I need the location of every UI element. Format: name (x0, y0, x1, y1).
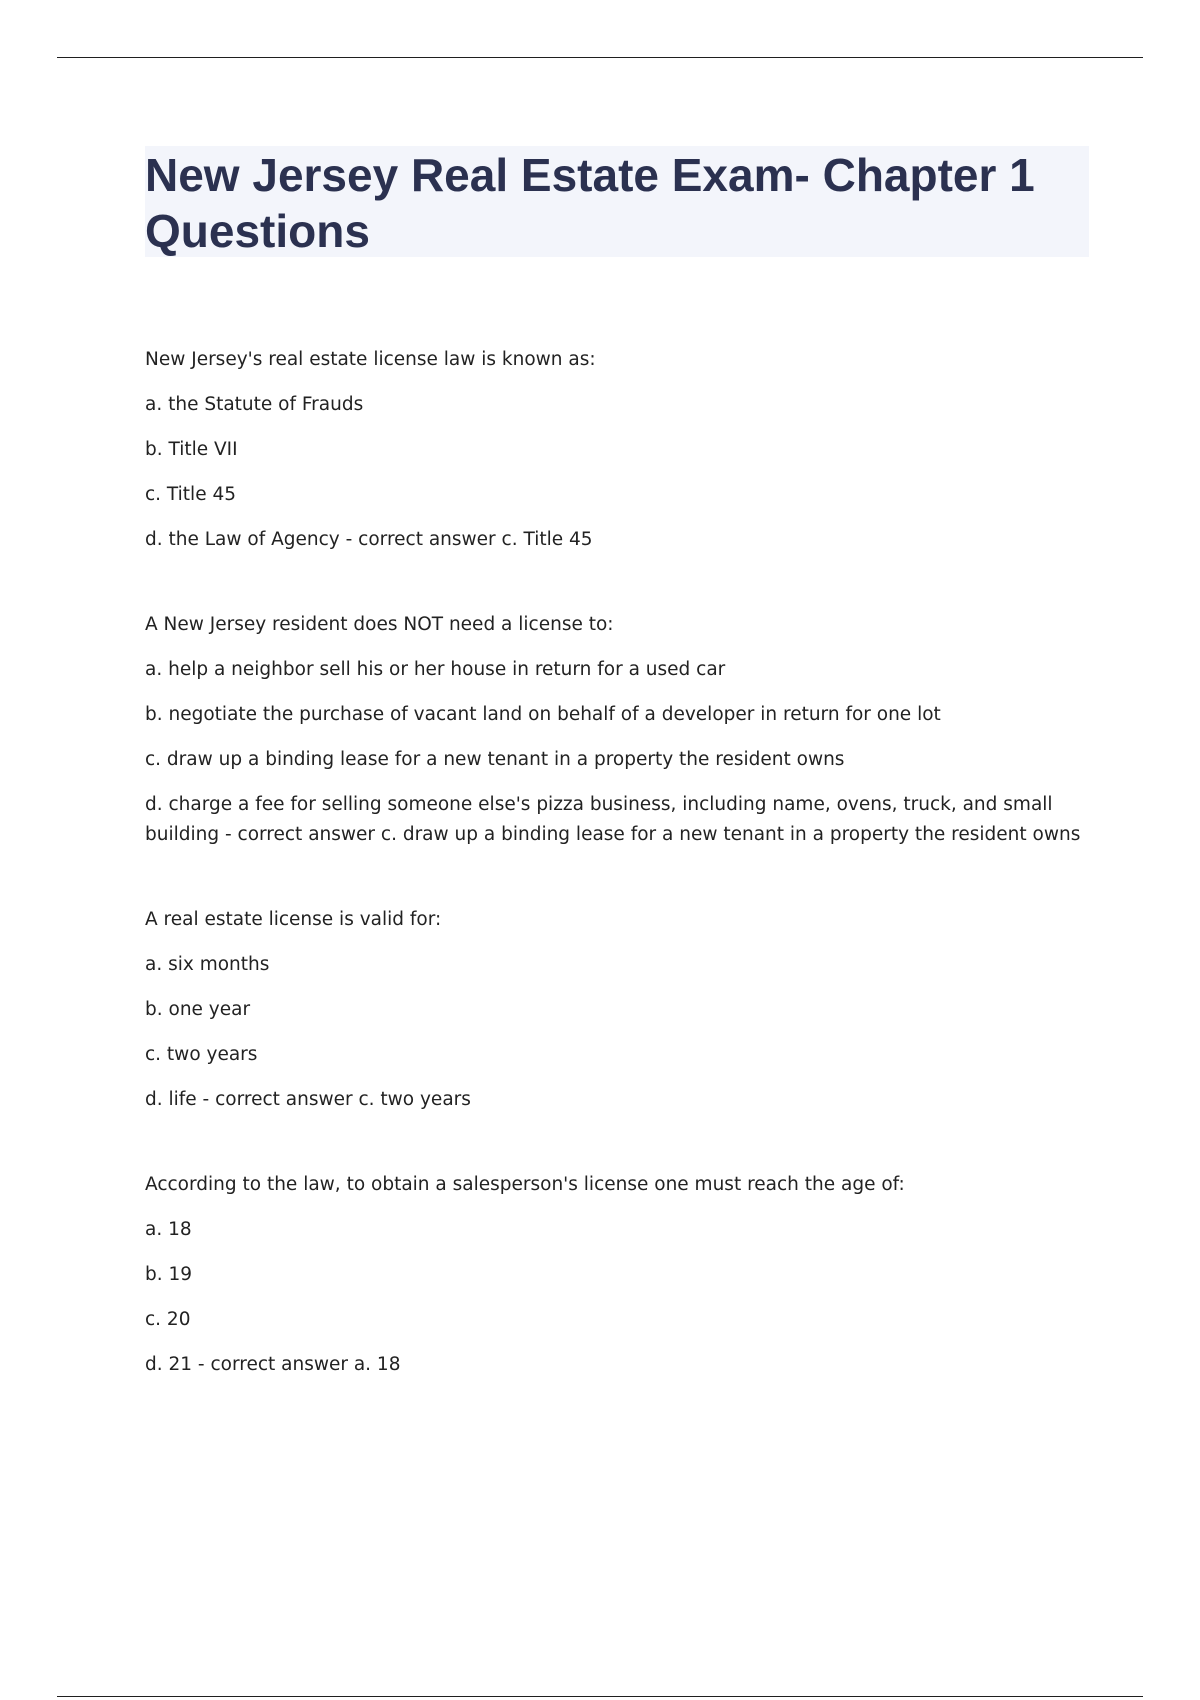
answer-option: c. 20 (145, 1309, 191, 1330)
answer-option: a. 18 (145, 1219, 192, 1240)
question-block-3 (145, 905, 1095, 1115)
question-text: New Jersey's real estate license law is known as: (145, 349, 596, 370)
question-text: A New Jersey resident does NOT need a license to: (145, 614, 614, 635)
question-block-2 (145, 610, 1095, 850)
header-rule (57, 57, 1143, 58)
document-title: New Jersey Real Estate Exam- Chapter 1 Questions (145, 149, 1035, 257)
footer-rule (57, 1696, 1143, 1697)
answer-option: b. one year (145, 999, 251, 1020)
answer-option: c. two years (145, 1044, 258, 1065)
answer-option-with-correct-answer: d. the Law of Agency - correct answer c. Title 45 (145, 529, 593, 550)
answer-option: a. six months (145, 954, 270, 975)
answer-option: c. Title 45 (145, 484, 237, 505)
question-block-4 (145, 1170, 1095, 1380)
answer-option: b. 19 (145, 1264, 193, 1285)
answer-option: c. draw up a binding lease for a new tenant in a property the resident owns (145, 749, 845, 770)
question-list (145, 345, 1095, 1435)
answer-option-with-correct-answer: d. life - correct answer c. two years (145, 1089, 471, 1110)
question-block-1 (145, 345, 1095, 555)
answer-option: a. help a neighbor sell his or her house in return for a used car (145, 659, 726, 680)
answer-option: b. negotiate the purchase of vacant land on behalf of a developer in return for one lot (145, 704, 941, 725)
question-text: According to the law, to obtain a salesperson's license one must reach the age of: (145, 1174, 905, 1195)
question-text: A real estate license is valid for: (145, 909, 442, 930)
answer-option: a. the Statute of Frauds (145, 394, 364, 415)
answer-option: b. Title VII (145, 439, 238, 460)
answer-option-with-correct-answer: d. charge a fee for selling someone else's pizza business, including name, ovens, truck, and small building - correct answer c. draw up a binding lease for a new tenant in a property the resident owns (145, 794, 1081, 845)
answer-option-with-correct-answer: d. 21 - correct answer a. 18 (145, 1354, 401, 1375)
